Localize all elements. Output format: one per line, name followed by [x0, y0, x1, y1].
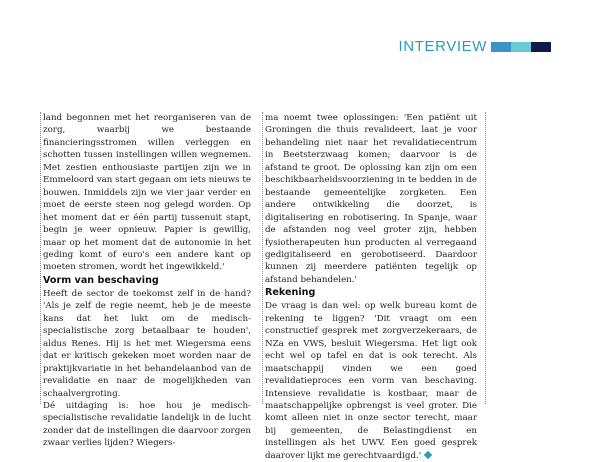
paragraph: Dé uitdaging is: hoe hou je medisch-specialistische revalidatie landelijk in de lucht zonder dat de instellingen die daarvoor zorgen zwaar verlies lijden? Wiegers-: [43, 400, 251, 449]
paragraph: land begonnen met het reorganiseren van de zorg, waarbij we bestaande financieringsstromen willen verleggen en schotten tussen instellingen willen wegnemen. Met zestien enthousiaste partijen zijn we in Emmeloord van start gegaan om iets nieuws te bouwen. Inmiddels zijn we vier jaar verder en moet de eerste steen nog gelegd worden. Op het moment dat er één partij tussenuit stapt, begin je weer opnieuw. Papier is gewillig, maar op het moment dat de autonomie in het geding komt of euro's een andere kant op moeten stromen, wordt het ingewikkeld.': [43, 113, 251, 273]
paragraph: ma noemt twee oplossingen: 'Een patiënt uit Groningen die thuis revalideert, laat je voor behandeling niet naar het revalidatiecentrum in Beetsterzwaag komen; daarvoor is de afstand te groot. De oplossing kan zijn om een beschikbaarheidsvoorziening in te bedden in de bestaande gemeentelijke zorgketen. Een andere ontwikkeling die doorzet, is digitalisering en robotisering. In Spanje, waar de afstanden nog veel groter zijn, hebben fysiotherapeuten hun producten al verregaand gedigitaliseerd en gerobotiseerd. Daardoor kunnen zij meerdere patiënten tegelijk op afstand behandelen.': [265, 113, 477, 285]
article-end-diamond-icon: [424, 451, 432, 459]
header-color-bar-3: [531, 42, 551, 52]
right-text-column: [262, 112, 486, 461]
left-text-column: [40, 112, 251, 449]
subheading: Rekening: [265, 287, 316, 299]
section-header: [399, 39, 551, 55]
header-color-bar-2: [511, 42, 531, 52]
paragraph-text: De vraag is dan wel: op welk bureau komt de rekening te liggen? 'Dit vraagt om een constructief gesprek met zorgverzekeraars, de NZa en VWS, besluit Wiegersma. Het ligt ook echt wel op tafel en dat is ook terecht. Als maatschappij vinden we een goed revalidatieproces een vorm van beschaving. Intensieve revalidatie is kostbaar, maar de maatschappelijke opbrengst is veel groter. Die komt alleen niet in onze sector terecht, maar bij gemeenten, de Belastingdienst en instellingen als het UWV. Een goed gesprek daarover lijkt me gerechtvaardigd.': [265, 301, 477, 461]
subheading: Vorm van beschaving: [43, 274, 159, 286]
header-color-bar-1: [491, 42, 511, 52]
paragraph-last: [265, 300, 477, 462]
section-label: INTERVIEW: [398, 38, 487, 55]
paragraph: Heeft de sector de toekomst zelf in de hand? 'Als je zelf de regie neemt, heb je de meeste kans dat het lukt om de medisch-specialistische zorg betaalbaar te houden', aldus Renes. Hij is het met Wiegersma eens dat er kritisch gekeken moet worden naar de praktijkvariatie in het behandelaanbod van de revalidatie en naar de mogelijkheden van schaalvergroting.: [43, 288, 251, 399]
